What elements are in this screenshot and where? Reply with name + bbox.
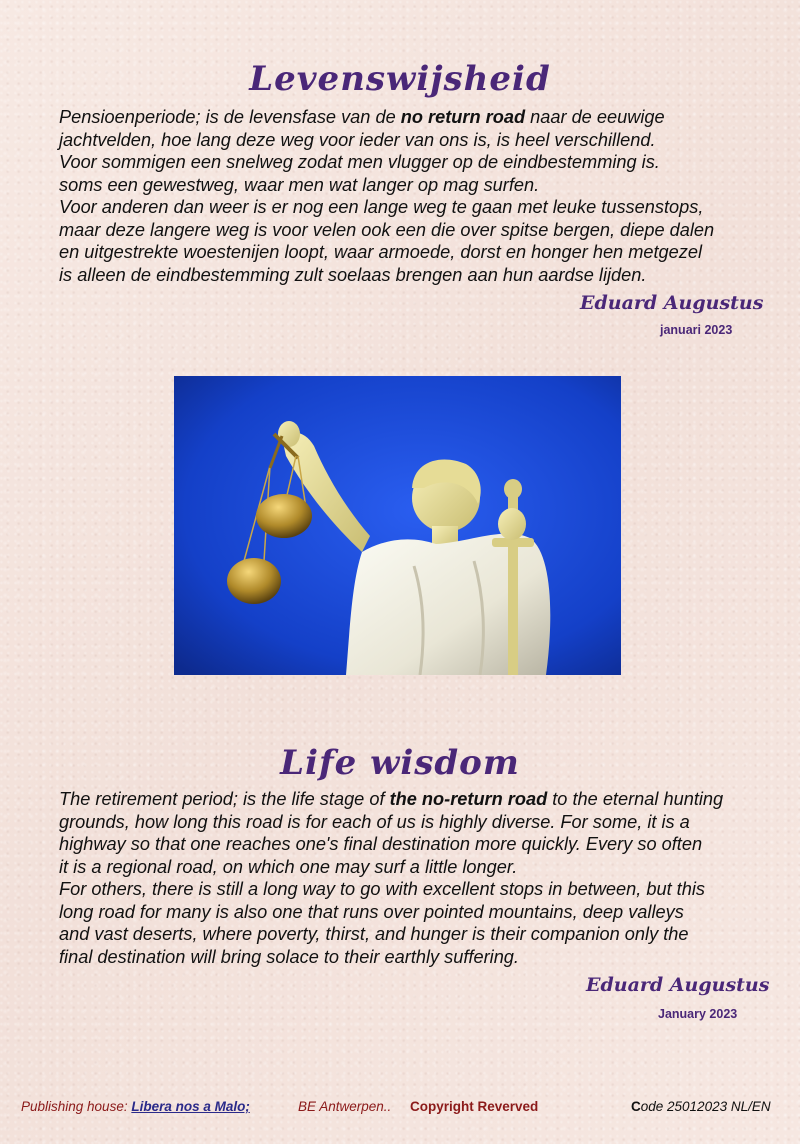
dutch-line: soms een gewestweg, waar men wat langer op mag surfen.	[59, 174, 540, 195]
footer-publisher	[21, 1099, 250, 1114]
english-line: The retirement period; is the life stage of the no-return road to the eternal hunting	[59, 789, 724, 809]
dutch-line: Voor sommigen een snelweg zodat men vlugger op de eindbestemming is.	[59, 152, 660, 172]
justice-statue-icon	[174, 376, 621, 675]
english-date: January 2023	[658, 1007, 738, 1021]
code-initial: C	[631, 1099, 641, 1114]
dutch-line: maar deze langere weg is voor velen ook een die over spitse bergen, diepe dalen	[59, 219, 715, 240]
dutch-line: jachtvelden, hoe lang deze weg voor ieder van ons is, is heel verschillend.	[59, 129, 656, 150]
publisher-label: Publishing house:	[21, 1099, 132, 1114]
english-line: grounds, how long this road is for each of us is highly diverse. For some, it is a	[59, 811, 690, 832]
english-line: and vast deserts, where poverty, thirst, and hunger is their companion only the	[59, 924, 689, 944]
publisher-link[interactable]: Libera nos a Malo;	[131, 1099, 250, 1114]
dutch-paragraph	[59, 106, 794, 286]
code-rest: ode 25012023 NL/EN	[640, 1099, 771, 1114]
english-title: Life wisdom	[280, 742, 520, 783]
dutch-line: Pensioenperiode; is de levensfase van de no return road naar de eeuwige	[59, 107, 665, 127]
english-line: highway so that one reaches one's final destination more quickly. Every so often	[59, 834, 703, 854]
english-paragraph	[59, 788, 794, 968]
english-line: For others, there is still a long way to go with excellent stops in between, but this	[59, 879, 705, 899]
dutch-signature: Eduard Augustus	[580, 292, 764, 314]
english-line: final destination will bring solace to their earthly suffering.	[59, 946, 519, 967]
english-signature: Eduard Augustus	[586, 974, 770, 996]
dutch-line: Voor anderen dan weer is er nog een lange weg te gaan met leuke tussenstops,	[59, 197, 704, 217]
footer-copyright: Copyright Reverved	[410, 1099, 539, 1114]
english-line: it is a regional road, on which one may surf a little longer.	[59, 856, 518, 877]
dutch-title: Levenswijsheid	[249, 58, 551, 99]
justice-statue-image	[174, 376, 621, 675]
footer-city: BE Antwerpen..	[298, 1099, 392, 1114]
dutch-date: januari 2023	[660, 323, 733, 337]
english-line: long road for many is also one that runs over pointed mountains, deep valleys	[59, 901, 684, 922]
footer-code	[631, 1099, 771, 1114]
dutch-line: is alleen de eindbestemming zult soelaas brengen aan hun aardse lijden.	[59, 264, 647, 285]
dutch-line: en uitgestrekte woestenijen loopt, waar armoede, dorst en honger hen metgezel	[59, 242, 703, 262]
